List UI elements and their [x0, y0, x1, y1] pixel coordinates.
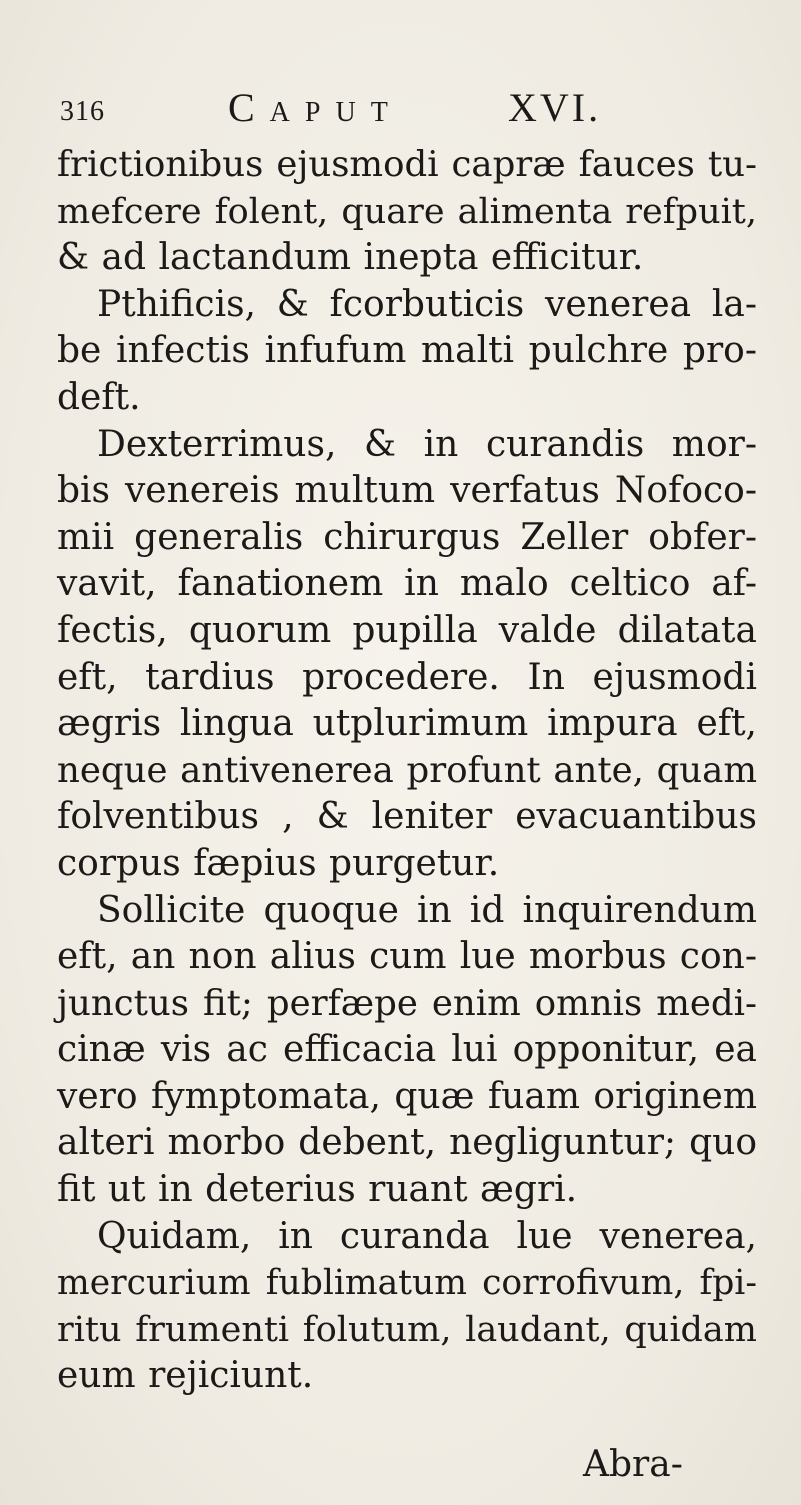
text-line: mii generalis chirurgus Zeller obfer- [57, 516, 757, 558]
body-text [57, 142, 757, 1400]
text-line: cinæ vis ac efficacia lui opponitur, ea [57, 1029, 757, 1071]
running-head-numeral: XVI. [508, 85, 602, 130]
text-line: eft, an non alius cum lue morbus con- [57, 936, 757, 978]
text-line: Pthificis, & fcorbuticis venerea la- [97, 283, 757, 325]
text-line: be infectis infufum malti pulchre pro- [57, 330, 757, 372]
text-line: folventibus , & leniter evacuantibus [57, 796, 757, 838]
text-line: deft. [57, 376, 141, 418]
page-number: 316 [60, 96, 105, 127]
running-head: Caput [228, 85, 403, 130]
text-line: mercurium fublimatum corrofivum, fpi- [57, 1263, 757, 1304]
text-line: frictionibus ejusmodi capræ fauces tu- [57, 144, 757, 185]
text-line: & ad lactandum inepta efficitur. [57, 237, 644, 279]
text-line: ægris lingua utplurimum impura eft, [57, 703, 757, 745]
text-line: junctus fit; perfæpe enim omnis medi- [57, 982, 757, 1024]
text-line: alteri morbo debent, negliguntur; quo [57, 1122, 757, 1164]
text-line: corpus fæpius purgetur. [57, 842, 500, 884]
text-line: ritu frumenti folutum, laudant, quidam [57, 1309, 757, 1350]
text-line: mefcere folent, quare alimenta refpuit, [57, 191, 757, 232]
page-header [60, 78, 760, 128]
text-line: Quidam, in curanda lue venerea, [97, 1215, 757, 1257]
text-line: fit ut in deterius ruant ægri. [57, 1169, 578, 1211]
text-line: Dexterrimus, & in curandis mor- [97, 423, 757, 465]
text-line: neque antivenerea profunt ante, quam [57, 749, 757, 791]
text-line: fectis, quorum pupilla valde dilatata [57, 609, 757, 651]
catchword: Abra- [583, 1444, 683, 1485]
text-line: Sollicite quoque in id inquirendum [97, 889, 757, 931]
text-line: eft, tardius procedere. In ejusmodi [57, 656, 757, 698]
text-line: bis venereis multum verfatus Nofoco- [57, 470, 757, 512]
text-line: eum rejiciunt. [57, 1355, 314, 1397]
text-line: vero fymptomata, quæ fuam originem [57, 1075, 757, 1117]
text-line: vavit, fanationem in malo celtico af- [57, 563, 757, 605]
